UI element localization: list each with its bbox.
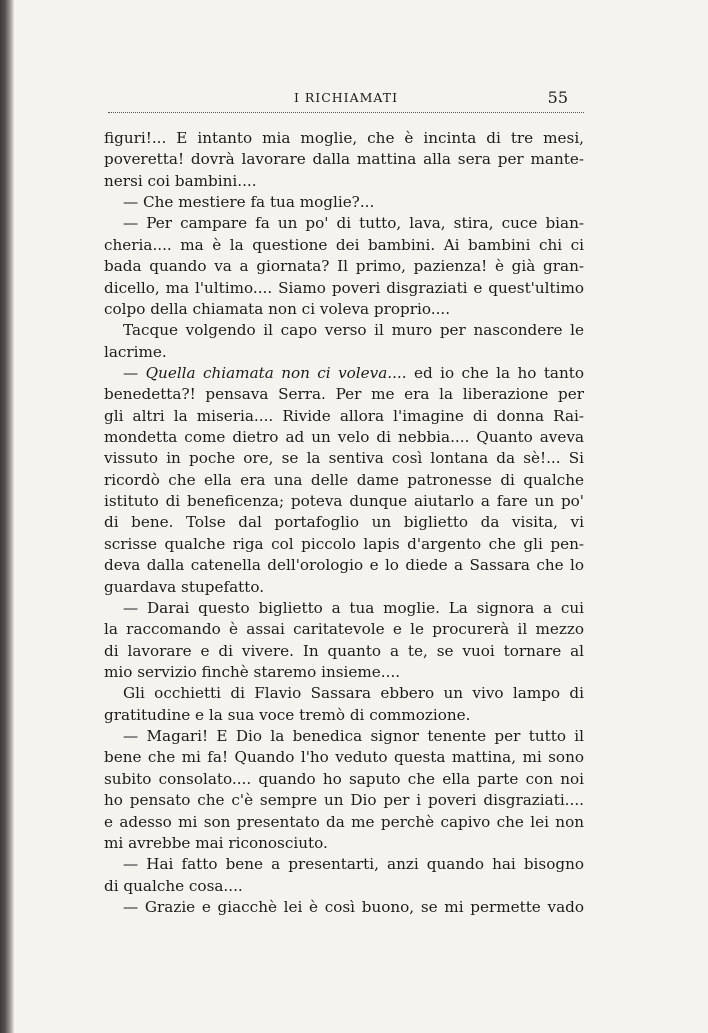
text-line: colpo della chiamata non ci voleva proprio.... <box>104 299 451 318</box>
text-line: mondetta come dietro ad un velo di nebbia.... Quanto aveva <box>104 428 584 447</box>
italic-quote: Quella chiamata non ci voleva.... <box>145 363 407 382</box>
quote-continuation: ed io che la ho tanto <box>406 363 584 382</box>
text-line: — Per campare fa un po' di tutto, lava, stira, cuce bian- <box>123 214 584 233</box>
text-line: ricordò che ella era una delle dame patronesse di qualche <box>104 470 584 489</box>
text-line <box>104 363 584 384</box>
text-line: vissuto in poche ore, se la sentiva così lontana da sè!... Si <box>104 449 584 468</box>
running-title: I RICHIAMATI <box>293 90 399 105</box>
text-line: Gli occhietti di Flavio Sassara ebbero un vivo lampo di <box>123 684 584 703</box>
body-text <box>104 128 584 918</box>
text-line: — Darai questo biglietto a tua moglie. La signora a cui <box>123 598 584 617</box>
page-number: 55 <box>547 88 568 107</box>
text-line: la raccomando è assai caritatevole e le procurerà il mezzo <box>104 620 584 639</box>
text-line: — Hai fatto bene a presentarti, anzi quando hai bisogno <box>123 855 584 874</box>
text-line: bene che mi fa! Quando l'ho veduto questa mattina, mi sono <box>104 748 584 767</box>
text-line: mio servizio finchè staremo insieme.... <box>104 662 401 681</box>
text-line: istituto di beneficenza; poteva dunque aiutarlo a fare un po' <box>104 492 584 511</box>
text-line: — Che mestiere fa tua moglie?... <box>123 193 375 212</box>
text-line: gli altri la miseria.... Rivide allora l'imagine di donna Rai- <box>104 406 584 425</box>
page-header <box>108 88 584 112</box>
text-line: di lavorare e di vivere. In quanto a te, se vuoi tornare al <box>104 641 584 660</box>
text-line: — Magari! E Dio la benedica signor tenente per tutto il <box>123 727 584 746</box>
text-line: Tacque volgendo il capo verso il muro per nascondere le <box>123 321 584 340</box>
text-line: deva dalla catenella dell'orologio e lo diede a Sassara che lo <box>104 556 584 575</box>
text-line: — Grazie e giacchè lei è così buono, se mi permette vado <box>123 897 584 916</box>
binding-edge <box>0 0 14 1033</box>
text-line: e adesso mi son presentato da me perchè capivo che lei non <box>104 812 584 831</box>
text-line: di qualche cosa.... <box>104 876 243 895</box>
text-line: poveretta! dovrà lavorare dalla mattina alla sera per mante- <box>104 150 584 169</box>
dash: — <box>123 363 146 382</box>
text-line: scrisse qualche riga col piccolo lapis d'argento che gli pen- <box>104 534 584 553</box>
text-line: guardava stupefatto. <box>104 577 265 596</box>
text-line: subito consolato.... quando ho saputo che ella parte con noi <box>104 769 584 788</box>
text-line: benedetta?! pensava Serra. Per me era la liberazione per <box>104 385 584 404</box>
text-line: cheria.... ma è la questione dei bambini. Ai bambini chi ci <box>104 235 584 254</box>
text-line: figuri!... E intanto mia moglie, che è incinta di tre mesi, <box>104 129 584 147</box>
text-line: mi avrebbe mai riconosciuto. <box>104 833 328 852</box>
text-line: bada quando va a giornata? Il primo, pazienza! è già gran- <box>104 257 584 276</box>
text-line: ho pensato che c'è sempre un Dio per i poveri disgraziati.... <box>104 791 584 810</box>
header-rule <box>108 112 584 113</box>
text-line: gratitudine e la sua voce tremò di commozione. <box>104 705 471 724</box>
text-line: lacrime. <box>104 342 167 361</box>
text-line: dicello, ma l'ultimo.... Siamo poveri disgraziati e quest'ultimo <box>104 278 584 297</box>
text-line: di bene. Tolse dal portafoglio un biglietto da visita, vi <box>104 513 584 532</box>
text-line: nersi coi bambini.... <box>104 171 257 190</box>
